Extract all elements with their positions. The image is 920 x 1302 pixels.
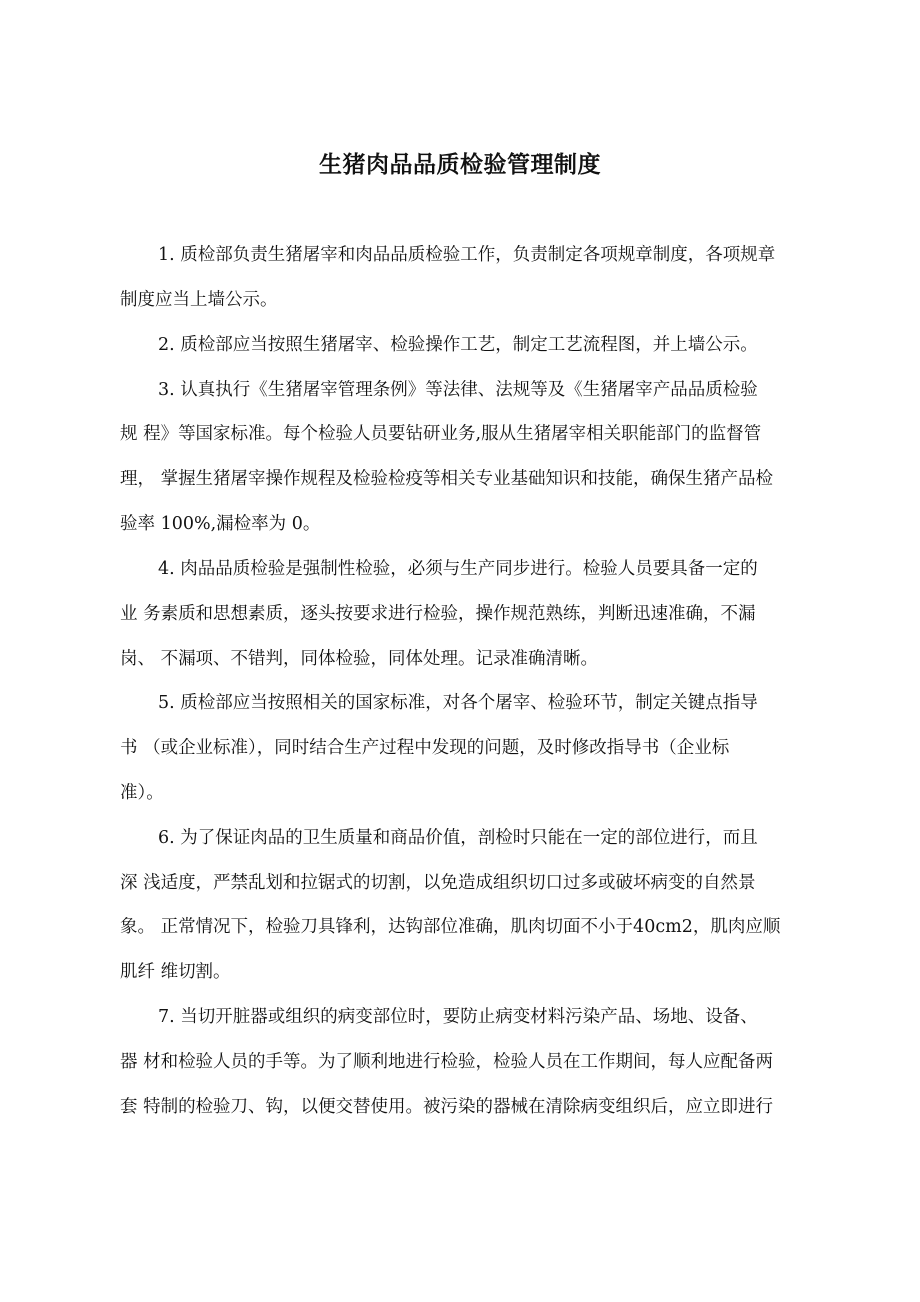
- paragraph-1-line-2: 制度应当上墙公示。: [120, 290, 278, 310]
- paragraph-5-line-1: 5. 质检部应当按照相关的国家标准，对各个屠宰、检验环节，制定关键点指导: [158, 693, 758, 713]
- paragraph-6-line-3: 象。 正常情况下，检验刀具锋利，达钩部位准确，肌肉切面不小于40cm2，肌肉应顺: [120, 917, 781, 937]
- paragraph-3-line-4: 验率 100%,漏检率为 0。: [120, 514, 321, 534]
- paragraph-6-line-4: 肌纤 维切割。: [120, 962, 231, 982]
- paragraph-4-line-1: 4. 肉品品质检验是强制性检验，必须与生产同步进行。检验人员要具备一定的: [158, 559, 758, 579]
- paragraph-1-line-1: 1. 质检部负责生猪屠宰和肉品品质检验工作，负责制定各项规章制度，各项规章: [158, 245, 776, 265]
- paragraph-6-line-2: 深 浅适度，严禁乱划和拉锯式的切割，以免造成组织切口过多或破坏病变的自然景: [120, 873, 756, 893]
- paragraph-5-line-2: 书 （或企业标准），同时结合生产过程中发现的问题，及时修改指导书（企业标: [120, 738, 730, 758]
- paragraph-7-line-1: 7. 当切开脏器或组织的病变部位时，要防止病变材料污染产品、场地、设备、: [158, 1007, 758, 1027]
- paragraph-4-line-3: 岗、 不漏项、不错判，同体检验，同体处理。记录准确清晰。: [120, 649, 599, 669]
- paragraph-4-line-2: 业 务素质和思想素质，逐头按要求进行检验，操作规范熟练，判断迅速准确，不漏: [120, 604, 756, 624]
- document-title: 生猪肉品品质检验管理制度: [319, 152, 601, 178]
- paragraph-3-line-2: 规 程》等国家标准。每个检验人员要钻研业务,服从生猪屠宰相关职能部门的监督管: [120, 424, 762, 444]
- paragraph-7-line-3: 套 特制的检验刀、钩，以便交替使用。被污染的器械在清除病变组织后，应立即进行: [120, 1097, 774, 1117]
- paragraph-2-line-1: 2. 质检部应当按照生猪屠宰、检验操作工艺，制定工艺流程图，并上墙公示。: [158, 335, 758, 355]
- paragraph-6-line-1: 6. 为了保证肉品的卫生质量和商品价值，剖检时只能在一定的部位进行，而且: [158, 828, 758, 848]
- paragraph-3-line-3: 理， 掌握生猪屠宰操作规程及检验检疫等相关专业基础知识和技能，确保生猪产品检: [120, 469, 774, 489]
- paragraph-3-line-1: 3. 认真执行《生猪屠宰管理条例》等法律、法规等及《生猪屠宰产品品质检验: [158, 380, 758, 400]
- paragraph-5-line-3: 准）。: [120, 783, 164, 803]
- paragraph-7-line-2: 器 材和检验人员的手等。为了顺利地进行检验，检验人员在工作期间，每人应配备两: [120, 1052, 774, 1072]
